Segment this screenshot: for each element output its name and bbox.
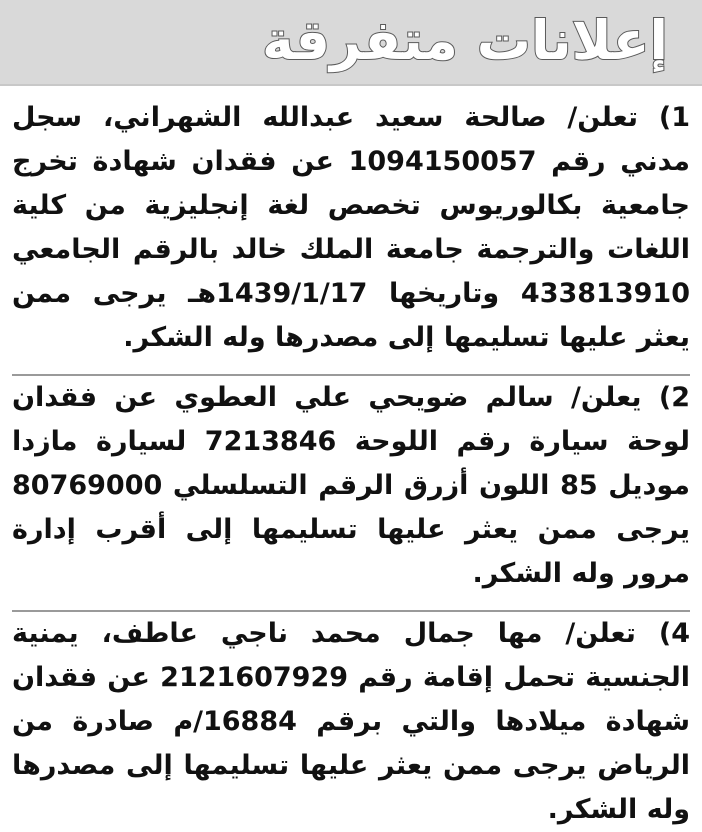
section-header xyxy=(0,0,702,84)
classified-ad xyxy=(12,376,690,596)
ad-text: تعلن/ صالحة سعيد عبدالله الشهراني، سجل مدني رقم 1094150057 عن فقدان شهادة تخرج جامعية بكالوريوس تخصص لغة إنجليزية من كلية اللغات والترجمة جامعة الملك خالد بالرقم الجامعي 433813910 وتاريخها 1439/1/17هـ يرجى ممن يعثر عليها تسليمها إلى مصدرها وله الشكر. xyxy=(12,102,690,353)
ad-number: 4) xyxy=(658,618,690,649)
classified-ads-list xyxy=(12,96,690,832)
ad-number: 1) xyxy=(658,102,690,133)
section-title: إعلانات متفرقة xyxy=(261,9,668,72)
classified-ad xyxy=(12,96,690,360)
classified-ad xyxy=(12,612,690,832)
ad-number: 2) xyxy=(658,382,691,413)
ad-text: تعلن/ مها جمال محمد ناجي عاطف، يمنية الجنسية تحمل إقامة رقم 2121607929 عن فقدان شهادة ميلادها والتي برقم 16884/م صادرة من الرياض يرجى ممن يعثر عليها تسليمها إلى مصدرها وله الشكر. xyxy=(12,618,690,825)
ad-text: يعلن/ سالم ضويحي علي العطوي عن فقدان لوحة سيارة رقم اللوحة 7213846 لسيارة مازدا موديل 85 اللون أزرق الرقم التسلسلي 80769000 يرجى ممن يعثر عليها تسليمها إلى أقرب إدارة مرور وله الشكر. xyxy=(12,382,691,589)
header-divider xyxy=(0,84,702,86)
